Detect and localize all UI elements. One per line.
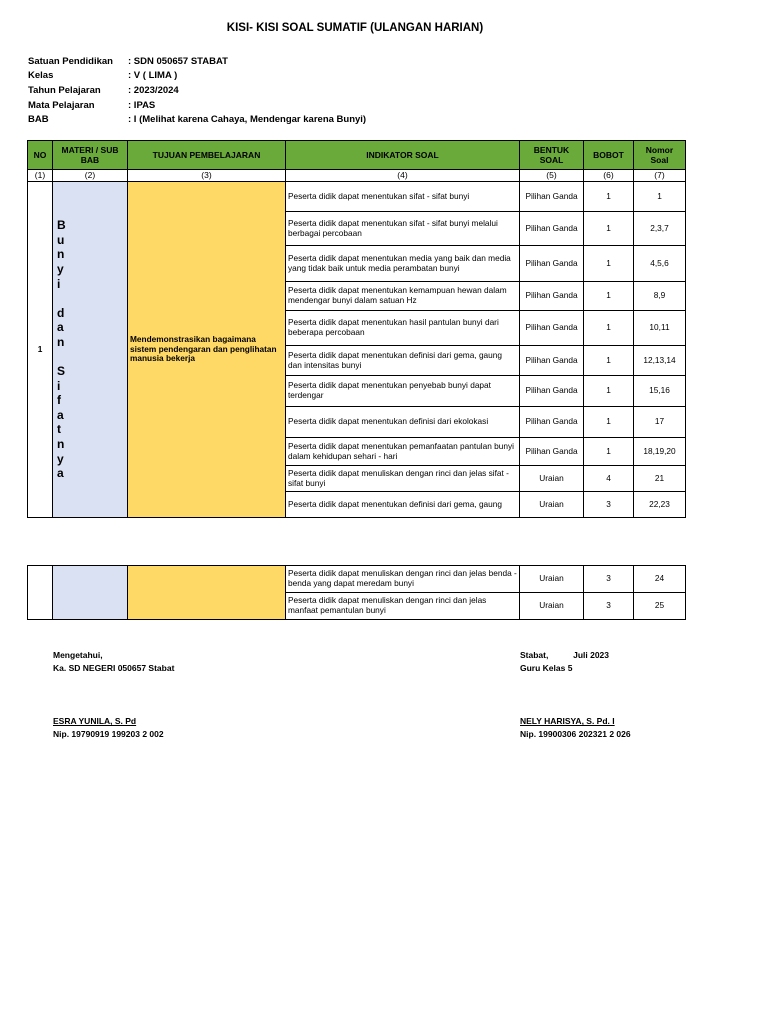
nomor-cell: 2,3,7 [634, 212, 686, 246]
tujuan-cell [128, 566, 286, 620]
nomor-cell: 18,19,20 [634, 438, 686, 466]
sig-left-nip: Nip. 19790919 199203 2 002 [53, 729, 164, 739]
materi-letter: a [57, 466, 64, 481]
bobot-cell: 1 [584, 376, 634, 407]
indikator-cell: Peserta didik dapat menentukan media yang baik dan media yang tidak baik untuk media perambatan bunyi [286, 246, 520, 282]
bentuk-cell: Pilihan Ganda [520, 346, 584, 376]
indikator-cell: Peserta didik dapat menentukan hasil pantulan bunyi dari beberapa percobaan [286, 311, 520, 346]
bobot-cell: 1 [584, 182, 634, 212]
indikator-cell: Peserta didik dapat menentukan sifat - sifat bunyi melalui berbagai percobaan [286, 212, 520, 246]
materi-letter [57, 350, 125, 365]
sig-right-nip: Nip. 19900306 202321 2 026 [520, 729, 631, 739]
sig-right-place-date [520, 649, 631, 662]
table-row [28, 182, 686, 212]
col-number: (1) [28, 170, 53, 182]
col-number: (5) [520, 170, 584, 182]
bobot-cell: 4 [584, 466, 634, 492]
header-materi: MATERI / SUB BAB [53, 141, 128, 170]
no-cell: 1 [28, 182, 53, 518]
materi-letter: S [57, 364, 66, 379]
bentuk-cell: Pilihan Ganda [520, 407, 584, 438]
bobot-cell: 1 [584, 246, 634, 282]
col-number: (4) [286, 170, 520, 182]
materi-letter: B [57, 218, 66, 233]
materi-letter: f [57, 393, 61, 408]
indikator-cell: Peserta didik dapat menentukan penyebab bunyi dapat terdengar [286, 376, 520, 407]
bobot-cell: 1 [584, 407, 634, 438]
materi-letter: a [57, 407, 64, 422]
nomor-cell: 24 [634, 566, 686, 593]
header-indikator: INDIKATOR SOAL [286, 141, 520, 170]
materi-letter: y [57, 451, 64, 466]
document-meta [28, 54, 366, 127]
materi-letter: a [57, 320, 64, 335]
sig-left-line2: Ka. SD NEGERI 050657 Stabat [53, 663, 175, 673]
meta-row [28, 69, 366, 84]
indikator-cell: Peserta didik dapat menentukan kemampuan hewan dalam mendengar bunyi dalam satuan Hz [286, 282, 520, 311]
header-nomor: Nomor Soal [634, 141, 686, 170]
indikator-cell: Peserta didik dapat menuliskan dengan rinci dan jelas benda - benda yang dapat meredam bunyi [286, 566, 520, 593]
bentuk-cell: Uraian [520, 593, 584, 620]
materi-letter: i [57, 378, 61, 393]
tujuan-cell: Mendemonstrasikan bagaimana sistem pendengaran dan penglihatan manusia bekerja [128, 182, 286, 518]
nomor-cell: 21 [634, 466, 686, 492]
meta-row [28, 98, 366, 113]
materi-letter: d [57, 305, 65, 320]
col-number: (6) [584, 170, 634, 182]
meta-value: : IPAS [128, 99, 156, 111]
materi-letter: t [57, 422, 61, 437]
signature-left [53, 649, 174, 741]
bentuk-cell: Pilihan Ganda [520, 438, 584, 466]
materi-letter: u [57, 232, 65, 247]
header-bobot: BOBOT [584, 141, 634, 170]
indikator-cell: Peserta didik dapat menuliskan dengan rinci dan jelas sifat - sifat bunyi [286, 466, 520, 492]
indikator-cell: Peserta didik dapat menentukan sifat - sifat bunyi [286, 182, 520, 212]
bobot-cell: 1 [584, 311, 634, 346]
sig-right-date: Juli 2023 [573, 650, 610, 660]
bobot-cell: 1 [584, 438, 634, 466]
indikator-cell: Peserta didik dapat menentukan definisi dari gema, gaung dan intensitas bunyi [286, 346, 520, 376]
column-number-row [28, 170, 686, 182]
indikator-cell: Peserta didik dapat menuliskan dengan rinci dan jelas manfaat pemantulan bunyi [286, 593, 520, 620]
nomor-cell: 15,16 [634, 376, 686, 407]
bobot-cell: 1 [584, 346, 634, 376]
indikator-cell: Peserta didik dapat menentukan pemanfaatan pantulan bunyi dalam kehidupan sehari - hari [286, 438, 520, 466]
table-row [28, 566, 686, 593]
sig-right-place: Stabat, [520, 650, 549, 660]
meta-value: : V ( LIMA ) [128, 70, 178, 82]
bentuk-cell: Pilihan Ganda [520, 376, 584, 407]
nomor-cell: 17 [634, 407, 686, 438]
meta-label: BAB [28, 114, 49, 126]
page-title: KISI- KISI SOAL SUMATIF (ULANGAN HARIAN) [226, 22, 484, 34]
materi-letter: n [57, 247, 65, 262]
bentuk-cell: Uraian [520, 466, 584, 492]
meta-value: : SDN 050657 STABAT [128, 55, 228, 67]
materi-vertical-text [55, 218, 125, 481]
bentuk-cell: Pilihan Ganda [520, 311, 584, 346]
bentuk-cell: Pilihan Ganda [520, 282, 584, 311]
nomor-cell: 25 [634, 593, 686, 620]
nomor-cell: 10,11 [634, 311, 686, 346]
sig-right-line2: Guru Kelas 5 [520, 663, 573, 673]
sig-left-line1: Mengetahui, [53, 650, 103, 660]
meta-label: Satuan Pendidikan [28, 55, 113, 67]
materi-letter: n [57, 437, 65, 452]
meta-value: : 2023/2024 [128, 84, 179, 96]
sig-right-name: NELY HARISYA, S. Pd. I [520, 716, 615, 726]
bentuk-cell: Pilihan Ganda [520, 212, 584, 246]
nomor-cell: 22,23 [634, 492, 686, 518]
no-cell [28, 566, 53, 620]
kisi-kisi-table-continued [27, 565, 686, 620]
bobot-cell: 3 [584, 492, 634, 518]
materi-cell [53, 566, 128, 620]
signature-right [520, 649, 631, 741]
meta-label: Tahun Pelajaran [28, 84, 101, 96]
col-number: (2) [53, 170, 128, 182]
indikator-cell: Peserta didik dapat menentukan definisi dari gema, gaung [286, 492, 520, 518]
sig-left-name: ESRA YUNILA, S. Pd [53, 716, 137, 726]
materi-letter: y [57, 261, 64, 276]
header-tujuan: TUJUAN PEMBELAJARAN [128, 141, 286, 170]
indikator-cell: Peserta didik dapat menentukan definisi dari ekolokasi [286, 407, 520, 438]
kisi-kisi-table [27, 140, 686, 518]
materi-letter [57, 291, 125, 306]
header-no: NO [28, 141, 53, 170]
bentuk-cell: Pilihan Ganda [520, 246, 584, 282]
materi-letter: n [57, 334, 65, 349]
materi-cell [53, 182, 128, 518]
meta-row [28, 112, 366, 127]
bobot-cell: 3 [584, 593, 634, 620]
meta-label: Mata Pelajaran [28, 99, 95, 111]
bentuk-cell: Pilihan Ganda [520, 182, 584, 212]
nomor-cell: 4,5,6 [634, 246, 686, 282]
bobot-cell: 1 [584, 282, 634, 311]
bentuk-cell: Uraian [520, 566, 584, 593]
nomor-cell: 8,9 [634, 282, 686, 311]
materi-letter: i [57, 276, 61, 291]
header-bentuk: BENTUK SOAL [520, 141, 584, 170]
meta-value: : I (Melihat karena Cahaya, Mendengar karena Bunyi) [128, 114, 367, 126]
meta-row [28, 54, 366, 69]
nomor-cell: 1 [634, 182, 686, 212]
col-number: (3) [128, 170, 286, 182]
col-number: (7) [634, 170, 686, 182]
bobot-cell: 1 [584, 212, 634, 246]
meta-label: Kelas [28, 70, 54, 82]
bobot-cell: 3 [584, 566, 634, 593]
bentuk-cell: Uraian [520, 492, 584, 518]
nomor-cell: 12,13,14 [634, 346, 686, 376]
meta-row [28, 83, 366, 98]
header-row [28, 141, 686, 170]
